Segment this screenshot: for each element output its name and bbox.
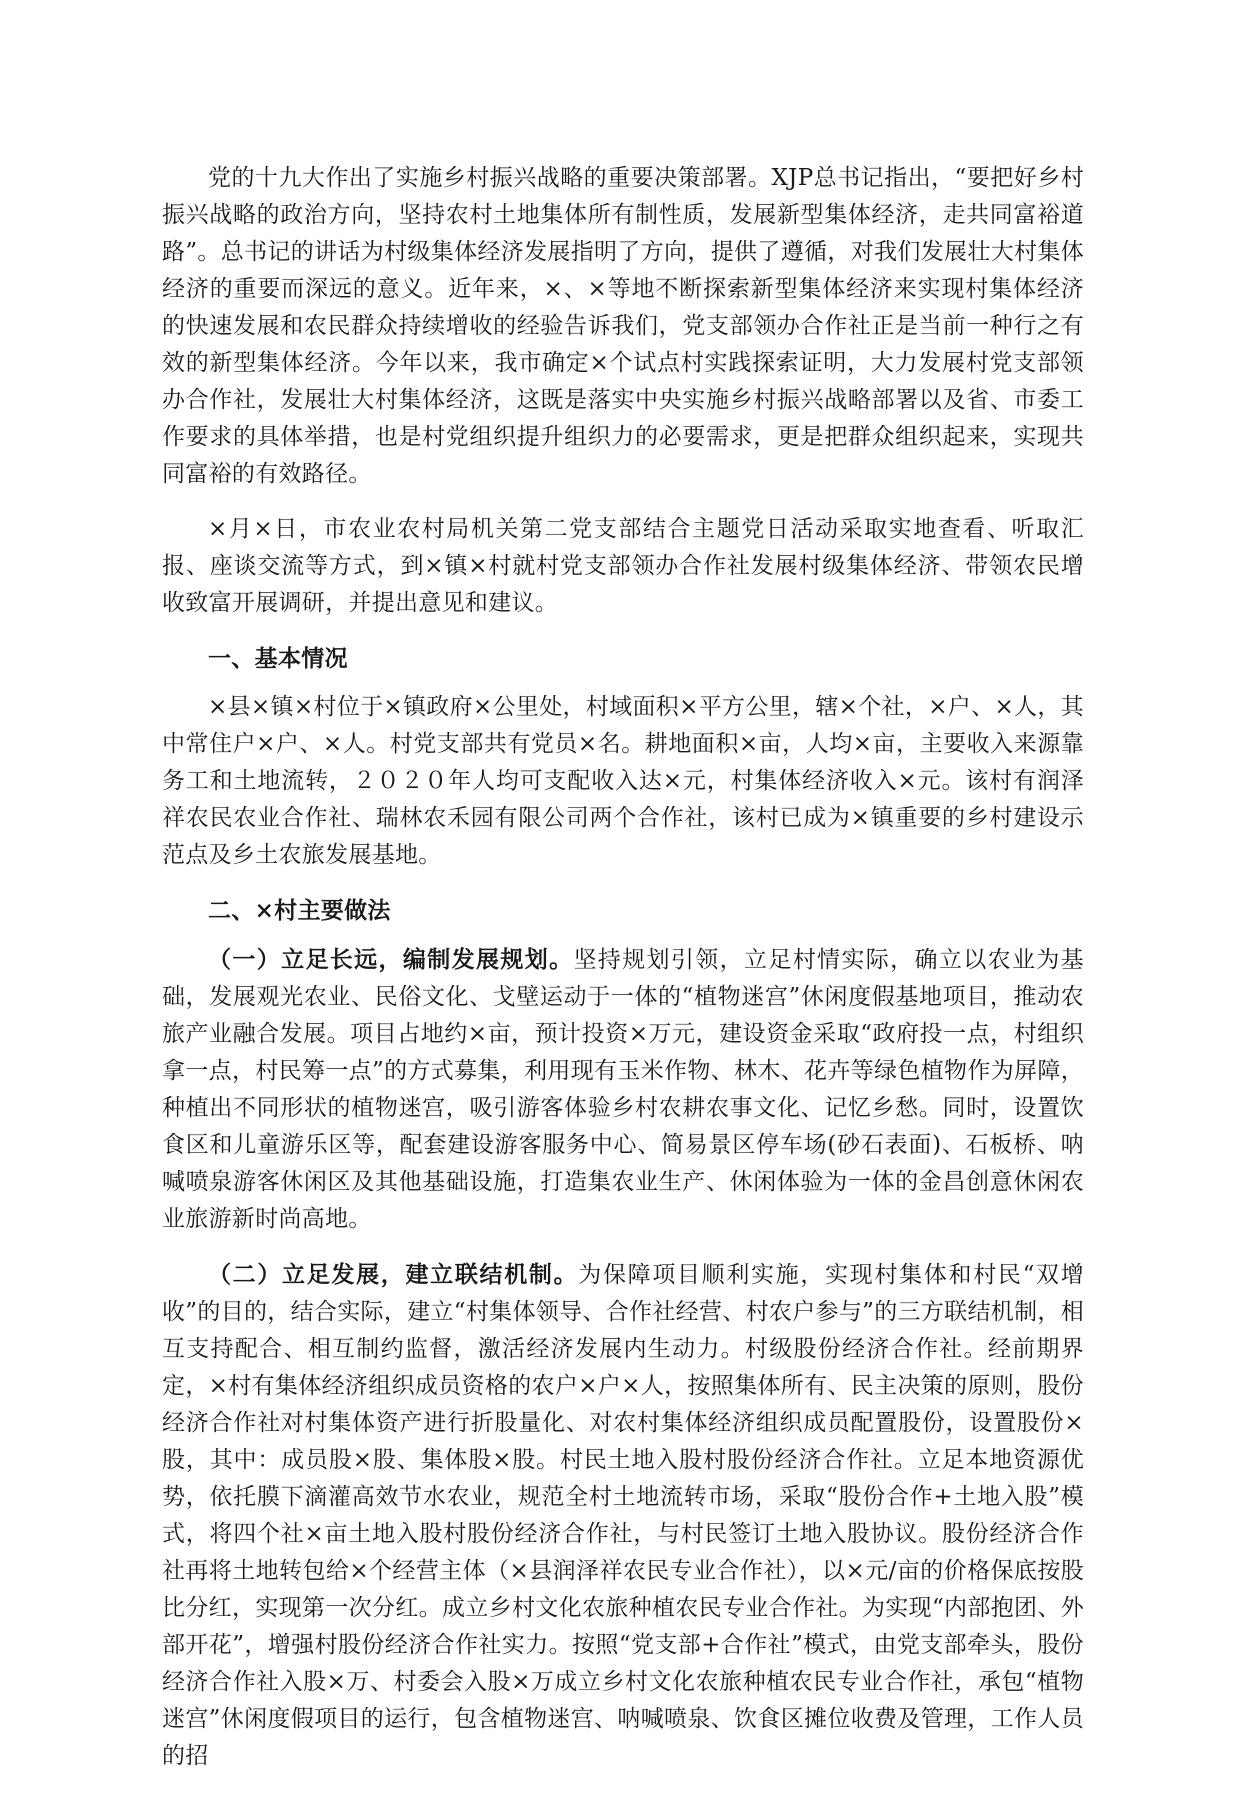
document-body (162, 160, 1084, 1793)
practice-item-2-lead: （二）立足发展，建立联结机制。 (208, 1261, 579, 1288)
practice-item-1-lead: （一）立足长远，编制发展规划。 (208, 946, 574, 973)
practice-item-1 (162, 941, 1084, 1238)
practice-item-1-body: 坚持规划引领，立足村情实际，确立以农业为基础，发展观光农业、民俗文化、戈壁运动于一体的“植物迷宫”休闲度假基地项目，推动农旅产业融合发展。项目占地约×亩，预计投资×万元，建设资金采取“政府投一点，村组织拿一点，村民筹一点”的方式募集，利用现有玉米作物、林木、花卉等绿色植物作为屏障，种植出不同形状的植物迷宫，吸引游客体验乡村农耕农事文化、记忆乡愁。同时，设置饮食区和儿童游乐区等，配套建设游客服务中心、简易景区停车场(砂石表面)、石板桥、呐喊喷泉游客休闲区及其他基础设施，打造集农业生产、休闲体验为一体的金昌创意休闲农业旅游新时尚高地。 (162, 947, 1084, 1232)
intro-paragraph-1: 党的十九大作出了实施乡村振兴战略的重要决策部署。XJP总书记指出，“要把好乡村振兴战略的政治方向，坚持农村土地集体所有制性质，发展新型集体经济，走共同富裕道路”。总书记的讲话为村级集体经济发展指明了方向，提供了遵循，对我们发展壮大村集体经济的重要而深远的意义。近年来，×、×等地不断探索新型集体经济来实现村集体经济的快速发展和农民群众持续增收的经验告诉我们，党支部领办合作社正是当前一种行之有效的新型集体经济。今年以来，我市确定×个试点村实践探索证明，大力发展村党支部领办合作社，发展壮大村集体经济，这既是落实中央实施乡村振兴战略部署以及省、市委工作要求的具体举措，也是村党组织提升组织力的必要需求，更是把群众组织起来，实现共同富裕的有效路径。 (162, 165, 1084, 487)
practice-item-2 (162, 1256, 1084, 1775)
section-heading-main-practices: 二、×村主要做法 (208, 897, 391, 924)
intro-paragraph-2: ×月×日，市农业农村局机关第二党支部结合主题党日活动采取实地查看、听取汇报、座谈交流等方式，到×镇×村就村党支部领办合作社发展村级集体经济、带领农民增收致富开展调研，并提出意见和建议。 (162, 516, 1084, 616)
basic-info-paragraph: ×县×镇×村位于×镇政府×公里处，村域面积×平方公里，辖×个社，×户、×人，其中常住户×户、×人。村党支部共有党员×名。耕地面积×亩，人均×亩，主要收入来源靠务工和土地流转，２０２０年人均可支配收入达×元，村集体经济收入×元。该村有润泽祥农民农业合作社、瑞林农禾园有限公司两个合作社，该村已成为×镇重要的乡村建设示范点及乡土农旅发展基地。 (162, 694, 1084, 868)
practice-item-2-body: 为保障项目顺利实施，实现村集体和村民“双增收”的目的，结合实际，建立“村集体领导、合作社经营、村农户参与”的三方联结机制，相互支持配合、相互制约监督，激活经济发展内生动力。村级股份经济合作社。经前期界定，×村有集体经济组织成员资格的农户×户×人，按照集体所有、民主决策的原则，股份经济合作社对村集体资产进行折股量化、对农村集体经济组织成员配置股份，设置股份×股，其中：成员股×股、集体股×股。村民土地入股村股份经济合作社。立足本地资源优势，依托膜下滴灌高效节水农业，规范全村土地流转市场，采取“股份合作+土地入股”模式，将四个社×亩土地入股村股份经济合作社，与村民签订土地入股协议。股份经济合作社再将土地转包给×个经营主体（×县润泽祥农民专业合作社），以×元/亩的价格保底按股比分红，实现第一次分红。成立乡村文化农旅种植农民专业合作社。为实现“内部抱团、外部开花”，增强村股份经济合作社实力。按照“党支部+合作社”模式，由党支部牵头，股份经济合作社入股×万、村委会入股×万成立乡村文化农旅种植农民专业合作社，承包“植物迷宫”休闲度假项目的运行，包含植物迷宫、呐喊喷泉、饮食区摊位收费及管理，工作人员的招 (162, 1262, 1085, 1769)
section-heading-basic-info: 一、基本情况 (208, 645, 348, 672)
